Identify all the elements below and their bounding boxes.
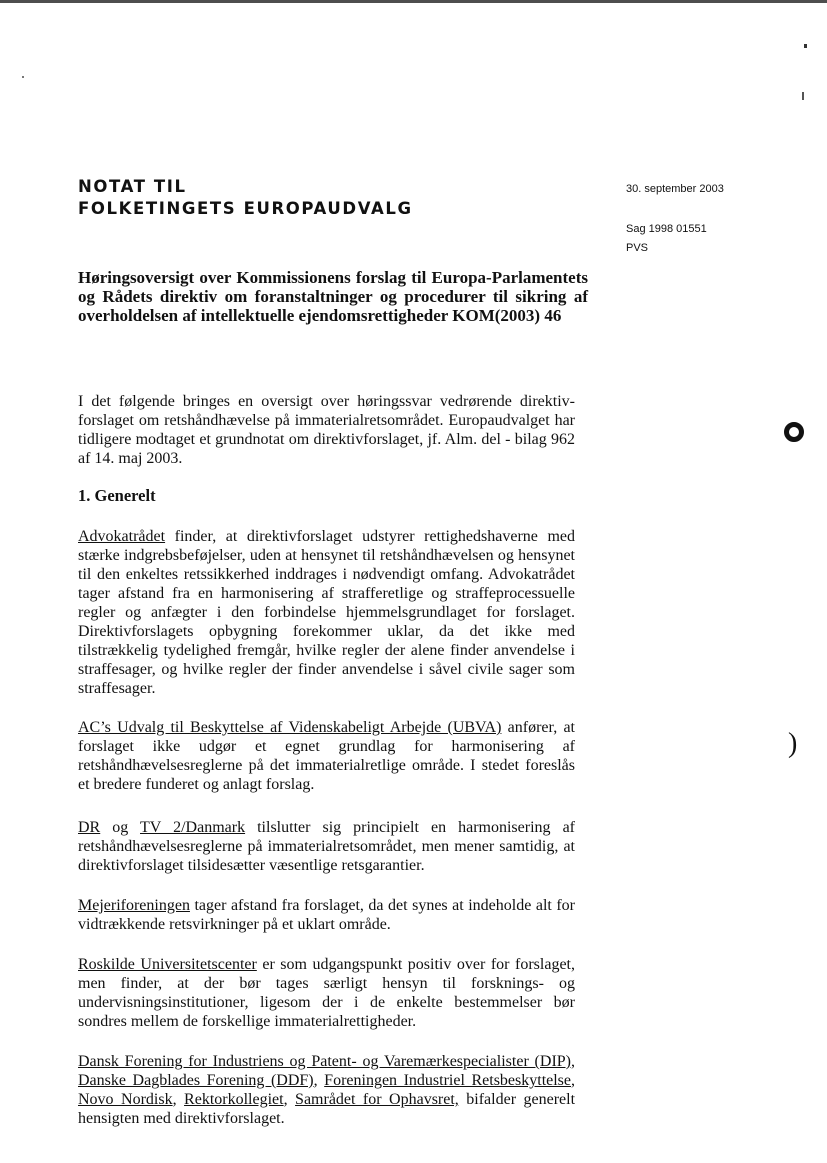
document-subject: Høringsoversigt over Kommissionens forslag til Europa-Parlamentets og Rådets direktiv om foranstaltninger og procedurer til sikring af overholdelsen af intellektuelle ejendomsrettigheder KOM(2003) 46 [78, 268, 588, 325]
scan-speck [804, 44, 807, 48]
paragraph-ubva [78, 718, 575, 794]
separator: , [172, 1091, 185, 1108]
paragraph-organisations [78, 1052, 575, 1128]
org-name: TV 2/Danmark [140, 819, 246, 836]
intro-paragraph: I det følgende bringes en oversigt over høringssvar vedrørende direktiv-forslaget om retshåndhævelse på immaterialretsområdet. Europaudvalget har tidligere modtaget et grundnotat om direktivforslaget, jf. Alm. del - bilag 962 af 14. maj 2003. [78, 393, 575, 467]
org-name: Rektorkollegiet [184, 1091, 284, 1108]
separator: , [313, 1072, 325, 1089]
org-name: Danske Dagblades Forening (DDF) [78, 1072, 314, 1089]
separator: , [571, 1072, 576, 1089]
case-number: Sag 1998 01551 [626, 223, 707, 235]
paragraph-text: finder, at direktivforslaget udstyrer rettighedshaverne med stærke indgrebsbeføjelser, uden at hensynet til retshåndhævelsen og hensynet til den enkeltes retssikkerhed inddrages i nødvendigt omfang. Advokatrådet tager afstand fra en harmonisering af strafferetlige og straffeprocessuelle regler og anfægter i den forbindelse hjemmelsgrundlaget for forslaget. Direktivforslagets opbygning forekommer uklar, da det ikke med tilstrækkelig tydelighed fremgår, hvilke regler der alene finder anvendelse i straffesager, og hvilke regler der finder anvendelse i såvel civile sager som straffesager. [78, 528, 575, 697]
paragraph-text: bifalder generelt hensigten med direktivforslaget. [78, 1091, 576, 1127]
org-name: AC’s Udvalg til Beskyttelse af Videnskabeligt Arbejde (UBVA) [78, 719, 502, 736]
author-initials: PVS [626, 242, 649, 254]
punch-hole-mark: ) [788, 728, 798, 759]
paragraph-advokatraadet [78, 527, 575, 698]
org-name: Foreningen Industriel Retsbeskyttelse [324, 1072, 572, 1089]
scan-speck [802, 92, 804, 100]
document-date: 30. september 2003 [626, 183, 724, 195]
separator: , [283, 1091, 296, 1108]
heading-line-1: NOTAT TIL [78, 177, 187, 196]
section-heading: 1. Generelt [78, 486, 156, 505]
conjunction: og [100, 819, 141, 836]
org-name: Dansk Forening for Industriens og Patent- og Varemærkespecialister (DIP) [78, 1053, 571, 1070]
paragraph-text: anfører, at forslaget ikke udgør et egnet grundlag for harmonisering af retshåndhævelsesreglerne på det immaterialretlige område. I stedet foreslås et bredere funderet og anlagt forslag. [78, 719, 575, 793]
paragraph-mejeriforeningen [78, 896, 575, 934]
scan-speck [22, 76, 24, 78]
paragraph-ruc [78, 955, 575, 1031]
paragraph-text: er som udgangspunkt positiv over for forslaget, men finder, at der bør tages særligt hensyn til forsknings- og undervisningsinstitutioner, ligesom der i de enkelte bestemmelser bør sondres mellem de forskellige immaterialrettigheder. [78, 956, 576, 1030]
org-name: Novo Nordisk [78, 1091, 173, 1108]
document-heading [78, 176, 413, 220]
separator: , [571, 1053, 575, 1070]
org-name: Mejeriforeningen [78, 897, 190, 914]
punch-hole-mark [784, 422, 804, 442]
paragraph-dr-tv2 [78, 818, 575, 875]
paragraph-text: tilslutter sig principielt en harmonisering af retshåndhævelsesreglerne på immaterialretsområdet, men mener samtidig, at direktivforslaget tilsidesætter væsentlige retsgarantier. [78, 819, 575, 874]
org-name: Roskilde Universitetscenter [78, 956, 257, 973]
org-name: Advokatrådet [78, 528, 166, 545]
paragraph-text: tager afstand fra forslaget, da det synes at indeholde alt for vidtrækkende retsvirkninger på et uklart område. [78, 897, 575, 933]
heading-line-2: FOLKETINGETS EUROPAUDVALG [78, 199, 413, 218]
scan-edge-line [0, 0, 827, 3]
org-name: Samrådet for Ophavsret, [295, 1091, 459, 1108]
org-name: DR [78, 819, 101, 836]
